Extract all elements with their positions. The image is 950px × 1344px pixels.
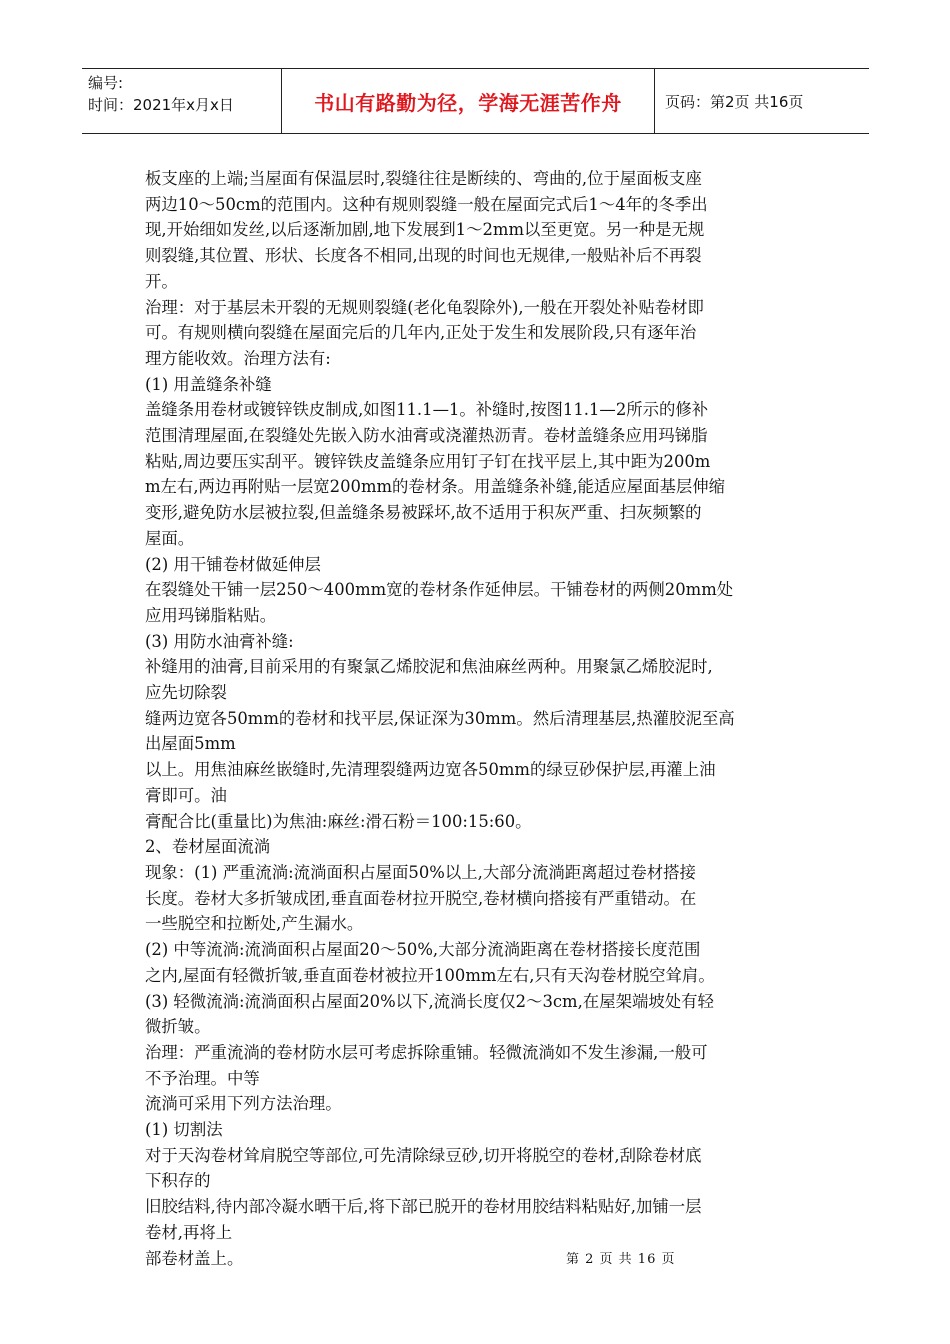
body-line: 不予治理。中等 [145,1068,260,1088]
body-line: 下积存的 [145,1171,211,1191]
body-line: 微折皱。 [145,1017,211,1037]
body-line: 补缝用的油膏,目前采用的有聚氯乙烯胶泥和焦油麻丝两种。用聚氯乙烯胶泥时, [145,657,713,677]
body-line: (2) 中等流淌:流淌面积占屋面20～50%,大部分流淌距离在卷材搭接长度范围 [145,940,701,960]
body-line: 范围清理屋面,在裂缝处先嵌入防水油膏或浇灌热沥青。卷材盖缝条应用玛锑脂 [145,426,708,446]
body-line: (3) 用防水油膏补缝: [145,631,294,651]
body-line: 治理：严重流淌的卷材防水层可考虑拆除重铺。轻微流淌如不发生渗漏,一般可 [145,1042,708,1062]
body-line: 屋面。 [145,528,195,548]
body-line: 可。有规则横向裂缝在屋面完后的几年内,正处于发生和发展阶段,只有逐年治 [145,323,697,343]
body-line: 现,开始细如发丝,以后逐渐加剧,地下发展到1～2mm以至更宽。另一种是无规 [145,220,705,240]
body-line: 应用玛锑脂粘贴。 [145,605,277,625]
body-line: 粘贴,周边要压实刮平。镀锌铁皮盖缝条应用钉子钉在找平层上,其中距为200m [145,451,711,471]
body-line: 则裂缝,其位置、形状、长度各不相同,出现的时间也无规律,一般贴补后不再裂 [145,246,702,266]
body-line: 缝两边宽各50mm的卷材和找平层,保证深为30mm。然后清理基层,热灌胶泥至高 [145,708,735,728]
body-line: (1) 用盖缝条补缝 [145,374,272,394]
body-line: 两边10～50cm的范围内。这种有规则裂缝一般在屋面完式后1～4年的冬季出 [145,194,708,214]
body-line: 开。 [145,271,178,291]
body-line: 盖缝条用卷材或镀锌铁皮制成,如图11.1—1。补缝时,按图11.1—2所示的修补 [145,400,709,420]
body-line: 变形,避免防水层被拉裂,但盖缝条易被踩坏,故不适用于积灰严重、扫灰频繁的 [145,503,702,523]
body-line: 理方能收效。治理方法有: [145,348,331,368]
body-line: 旧胶结料,待内部冷凝水晒干后,将下部已脱开的卷材用胶结料粘贴好,加铺一层 [145,1197,702,1217]
body-line: 之内,屋面有轻微折皱,垂直面卷材被拉开100mm左右,只有天沟卷材脱空耸肩。 [145,965,715,985]
body-line: 应先切除裂 [145,683,227,703]
body-line: 流淌可采用下列方法治理。 [145,1094,342,1114]
body-line: 治理：对于基层未开裂的无规则裂缝(老化龟裂除外),一般在开裂处补贴卷材即 [145,297,704,317]
body-line: 板支座的上端;当屋面有保温层时,裂缝往往是断续的、弯曲的,位于屋面板支座 [145,169,702,188]
body-line: 在裂缝处干铺一层250～400mm宽的卷材条作延伸层。干铺卷材的两侧20mm处 [145,580,734,600]
body-line: 现象：(1) 严重流淌:流淌面积占屋面50%以上,大部分流淌距离超过卷材搭接 [145,862,696,882]
document-body [145,166,810,1271]
body-line: 膏配合比(重量比)为焦油:麻丝:滑石粉＝100:15:60。 [145,811,532,831]
body-line: 一些脱空和拉断处,产生漏水。 [145,914,364,934]
body-line: (3) 轻微流淌:流淌面积占屋面20%以下,流淌长度仅2～3cm,在屋架端坡处有轻 [145,991,714,1011]
serial-number-label: 编号: [88,74,124,92]
body-line: 部卷材盖上。 [145,1248,244,1268]
header-meta [82,69,282,133]
body-line: (1) 切割法 [145,1120,223,1140]
header-page-info: 页码：第2页 共16页 [665,92,804,111]
date-label: 时间：2021年x月x日 [88,96,234,114]
body-line: 2、卷材屋面流淌 [145,837,271,857]
body-line: 出屋面5mm [145,734,236,754]
body-line: 长度。卷材大多折皱成团,垂直面卷材拉开脱空,卷材横向搭接有严重错动。在 [145,888,697,908]
header-motto: 书山有路勤为径，学海无涯苦作舟 [282,69,655,133]
body-line: (2) 用干铺卷材做延伸层 [145,554,321,574]
body-line: m左右,两边再附贴一层宽200mm的卷材条。用盖缝条补缝,能适应屋面基层伸缩 [145,477,726,497]
body-line: 以上。用焦油麻丝嵌缝时,先清理裂缝两边宽各50mm的绿豆砂保护层,再灌上油 [145,760,716,780]
body-line: 卷材,再将上 [145,1222,233,1242]
body-line: 对于天沟卷材耸肩脱空等部位,可先清除绿豆砂,切开将脱空的卷材,刮除卷材底 [145,1145,702,1165]
page-header [82,68,869,134]
page-footer: 第 2 页 共 16 页 [566,1252,676,1267]
body-line: 膏即可。油 [145,785,227,805]
